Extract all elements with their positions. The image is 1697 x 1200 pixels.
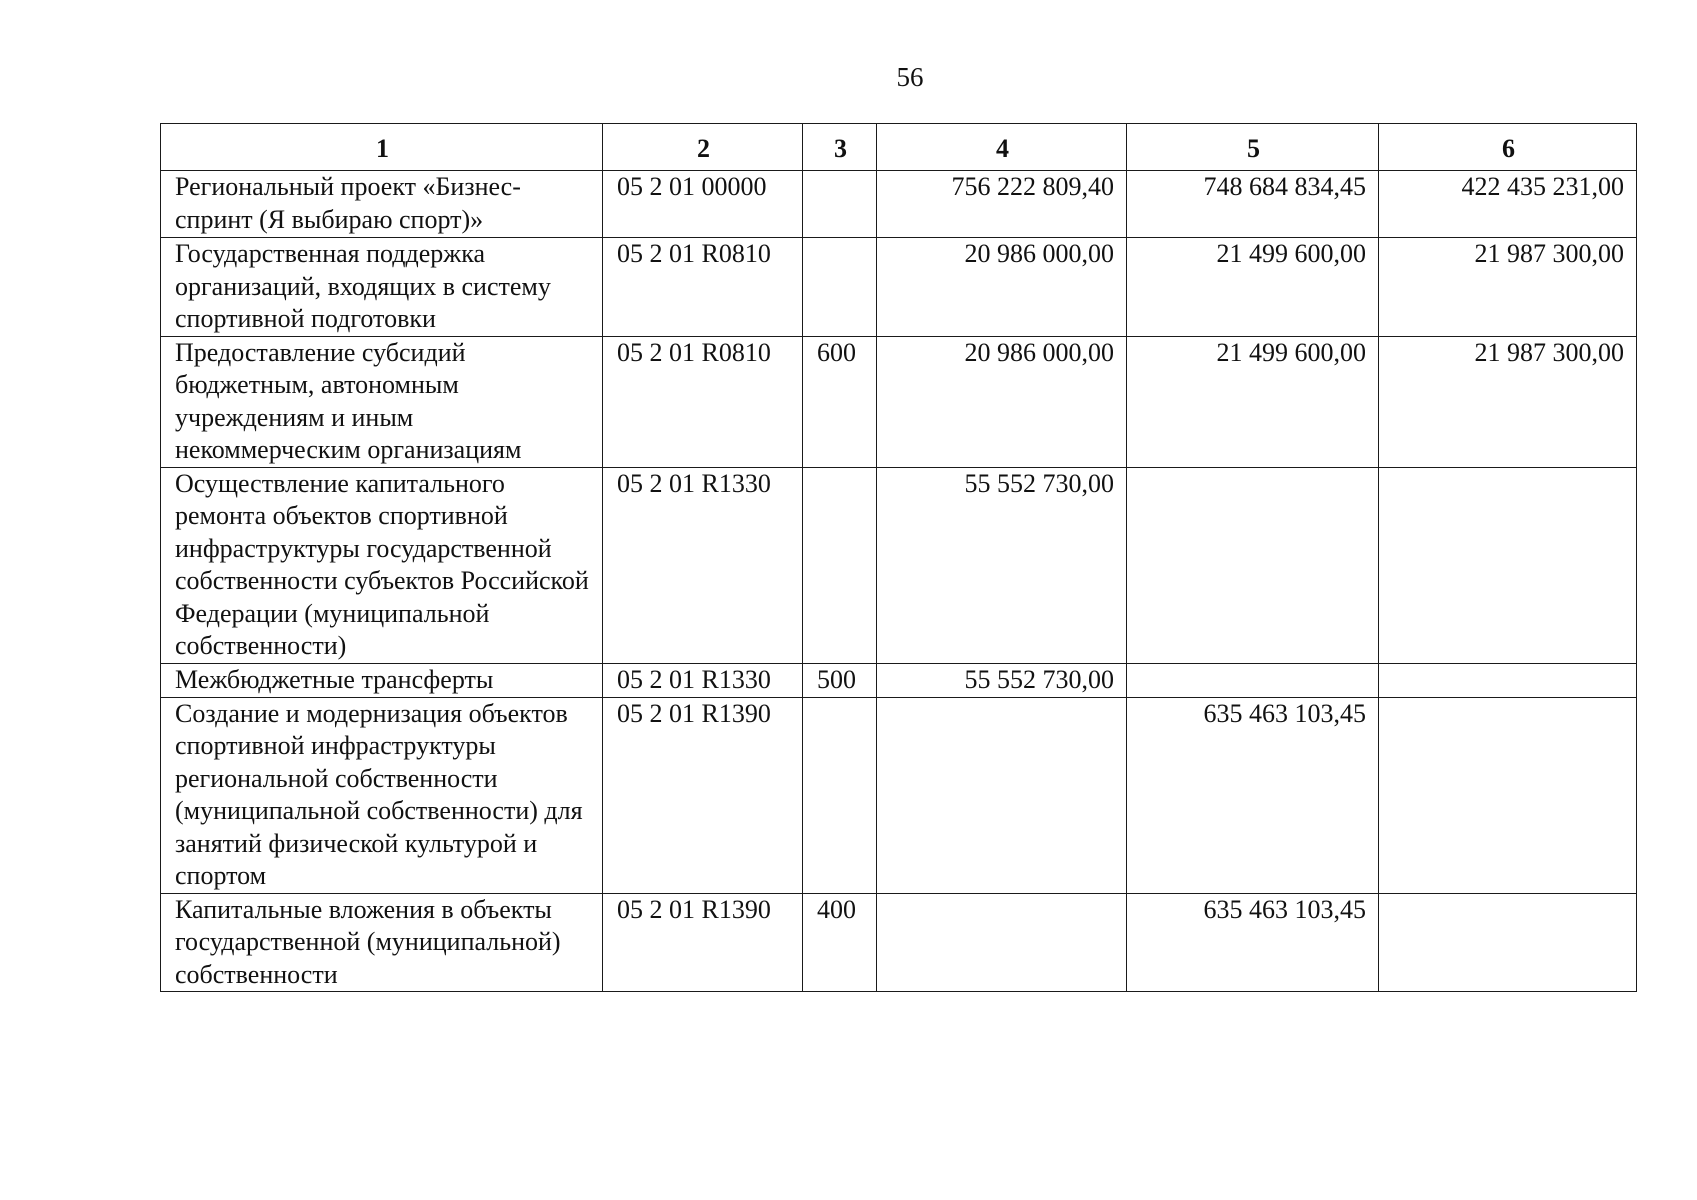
row-code: 05 2 01 R0810 [603, 238, 803, 337]
row-name: Предоставление субсидий бюджетным, автономным учреждениям и иным некоммерческим организациям [161, 336, 603, 467]
row-name: Государственная поддержка организаций, входящих в систему спортивной подготовки [161, 238, 603, 337]
column-header-6: 6 [1379, 124, 1637, 171]
row-amount-1: 55 552 730,00 [877, 663, 1127, 697]
row-code: 05 2 01 R0810 [603, 336, 803, 467]
row-amount-3: 21 987 300,00 [1379, 238, 1637, 337]
row-name: Создание и модернизация объектов спортивной инфраструктуры региональной собственности (муниципальной собственности) для занятий физической культурой и спортом [161, 697, 603, 893]
column-header-2: 2 [603, 124, 803, 171]
row-name: Межбюджетные трансферты [161, 663, 603, 697]
row-kind [803, 467, 877, 663]
row-code: 05 2 01 R1330 [603, 663, 803, 697]
row-amount-3 [1379, 697, 1637, 893]
row-amount-2: 635 463 103,45 [1127, 893, 1379, 992]
row-name: Капитальные вложения в объекты государственной (муниципальной) собственности [161, 893, 603, 992]
column-header-4: 4 [877, 124, 1127, 171]
row-amount-1: 756 222 809,40 [877, 171, 1127, 238]
table-row [161, 171, 1637, 238]
row-code: 05 2 01 R1330 [603, 467, 803, 663]
table-body [161, 171, 1637, 992]
budget-table [160, 123, 1637, 992]
row-code: 05 2 01 00000 [603, 171, 803, 238]
column-header-1: 1 [161, 124, 603, 171]
row-kind [803, 238, 877, 337]
row-amount-1 [877, 893, 1127, 992]
column-header-5: 5 [1127, 124, 1379, 171]
row-kind [803, 697, 877, 893]
row-amount-2 [1127, 467, 1379, 663]
table-row [161, 697, 1637, 893]
row-amount-3 [1379, 893, 1637, 992]
row-code: 05 2 01 R1390 [603, 697, 803, 893]
row-amount-2 [1127, 663, 1379, 697]
row-name: Региональный проект «Бизнес-спринт (Я выбираю спорт)» [161, 171, 603, 238]
row-amount-1: 20 986 000,00 [877, 336, 1127, 467]
row-amount-3 [1379, 467, 1637, 663]
table-header [161, 124, 1637, 171]
row-amount-2: 635 463 103,45 [1127, 697, 1379, 893]
row-amount-1: 20 986 000,00 [877, 238, 1127, 337]
row-amount-1 [877, 697, 1127, 893]
header-row [161, 124, 1637, 171]
row-kind: 400 [803, 893, 877, 992]
row-amount-2: 21 499 600,00 [1127, 336, 1379, 467]
row-name: Осуществление капитального ремонта объектов спортивной инфраструктуры государственной собственности субъектов Российской Федерации (муниципальной собственности) [161, 467, 603, 663]
row-code: 05 2 01 R1390 [603, 893, 803, 992]
row-kind [803, 171, 877, 238]
table-row [161, 467, 1637, 663]
table-row [161, 336, 1637, 467]
row-amount-3: 422 435 231,00 [1379, 171, 1637, 238]
row-amount-3 [1379, 663, 1637, 697]
row-kind: 600 [803, 336, 877, 467]
row-kind: 500 [803, 663, 877, 697]
row-amount-3: 21 987 300,00 [1379, 336, 1637, 467]
row-amount-1: 55 552 730,00 [877, 467, 1127, 663]
table-row [161, 893, 1637, 992]
table-row [161, 663, 1637, 697]
page-number: 56 [896, 62, 924, 92]
table-row [161, 238, 1637, 337]
column-header-3: 3 [803, 124, 877, 171]
row-amount-2: 748 684 834,45 [1127, 171, 1379, 238]
row-amount-2: 21 499 600,00 [1127, 238, 1379, 337]
